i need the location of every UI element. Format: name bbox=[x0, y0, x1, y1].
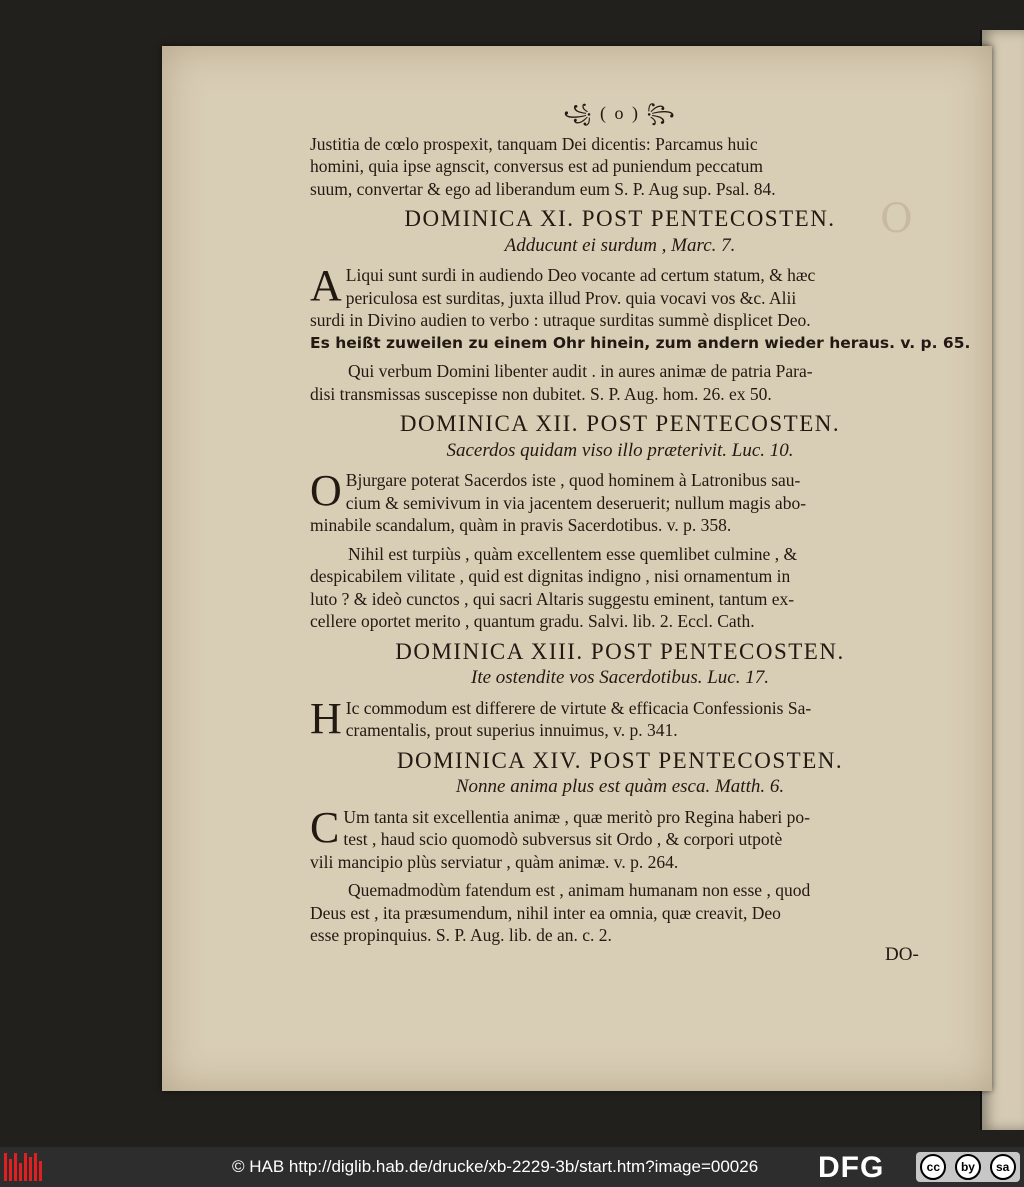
text-line: vili mancipio plùs serviatur , quàm animæ. v. p. 264. bbox=[310, 851, 679, 872]
section-heading: DOMINICA XIV. POST PENTECOSTEN. bbox=[396, 747, 844, 773]
paragraph bbox=[310, 802, 930, 874]
drop-cap: O bbox=[310, 466, 342, 515]
cc-license-badge[interactable] bbox=[916, 1152, 1020, 1182]
hab-barcode-icon bbox=[4, 1153, 44, 1181]
text-line: Liqui sunt surdi in audiendo Deo vocante ad certum statum, & hæc bbox=[345, 265, 816, 285]
section-dominica-xiii bbox=[310, 638, 930, 743]
paragraph bbox=[310, 466, 930, 537]
intro-paragraph bbox=[310, 133, 930, 201]
section-dominica-xiv bbox=[310, 747, 930, 947]
section-verse: Ite ostendite vos Sacerdotibus. Luc. 17. bbox=[471, 667, 769, 688]
section-heading: DOMINICA XIII. POST PENTECOSTEN. bbox=[395, 638, 845, 664]
text-line: Um tanta sit excellentia animæ , quæ meritò pro Regina haberi po- bbox=[343, 806, 810, 827]
text-line: test , haud scio quomodò subversus sit Ordo , & corpori utpotè bbox=[343, 829, 783, 849]
text-line: Quemadmodùm fatendum est , animam humanam non esse , quod bbox=[348, 880, 811, 900]
text-line: cramentalis, prout superius innuimus, v. p. 341. bbox=[345, 720, 678, 740]
text-line: Justitia de cœlo prospexit, tanquam Dei dicentis: Parcamus huic bbox=[310, 133, 758, 154]
dfg-logo: DFG bbox=[818, 1151, 885, 1184]
text-line: esse propinquius. S. P. Aug. lib. de an. c. 2. bbox=[310, 925, 612, 945]
sa-icon: sa bbox=[990, 1154, 1016, 1180]
copyright-link[interactable]: © HAB http://diglib.hab.de/drucke/xb-2229-3b/start.htm?image=00026 bbox=[232, 1157, 759, 1176]
page-header-ornament: ꧁ ( o ) ꧂ bbox=[563, 103, 677, 123]
section-heading: DOMINICA XII. POST PENTECOSTEN. bbox=[399, 411, 841, 436]
text-line: disi transmissas suscepisse non dubitet. S. P. Aug. hom. 26. ex 50. bbox=[310, 383, 772, 404]
text-line: surdi in Divino audien to verbo : utraque surditas summè displicet Deo. bbox=[310, 310, 811, 330]
text-line: minabile scandalum, quàm in pravis Sacerdotibus. v. p. 358. bbox=[310, 515, 732, 535]
by-icon: by bbox=[955, 1154, 981, 1180]
text-line: Deus est , ita præsumendum, nihil inter ea omnia, quæ creavit, Deo bbox=[310, 902, 781, 923]
german-fraktur-line: Es heißt zuweilen zu einem Ohr hinein, zum andern wieder heraus. v. p. 65. bbox=[310, 333, 971, 352]
paragraph bbox=[310, 261, 971, 354]
drop-cap: A bbox=[310, 261, 342, 310]
section-verse: Adducunt ei surdum , Marc. 7. bbox=[504, 234, 736, 256]
text-line: despicabilem vilitate , quid est dignitas indigno , nisi ornamentum in bbox=[310, 566, 791, 586]
text-line: cium & semivivum in via jacentem deseruerit; nullum magis abo- bbox=[345, 492, 807, 513]
text-line: cellere oportet merito , quantum gradu. Salvi. lib. 2. Eccl. Cath. bbox=[310, 611, 755, 631]
section-verse: Nonne anima plus est quàm esca. Matth. 6. bbox=[455, 776, 785, 797]
text-line: suum, convertar & ego ad liberandum eum S. P. Aug sup. Psal. 84. bbox=[310, 178, 776, 199]
cc-icon: cc bbox=[920, 1154, 946, 1180]
viewer-footer bbox=[0, 1147, 1024, 1187]
text-line: Nihil est turpiùs , quàm excellentem esse quemlibet culmine , & bbox=[348, 543, 798, 564]
catchword: DO- bbox=[885, 944, 919, 965]
paragraph bbox=[310, 693, 930, 743]
page-text bbox=[310, 102, 971, 953]
text-line: luto ? & ideò cunctos , qui sacri Altaris suggestu eminent, tantum ex- bbox=[310, 588, 795, 609]
text-line: homini, quia ipse agnscit, conversus est ad puniendum peccatum bbox=[310, 156, 763, 176]
drop-cap: C bbox=[310, 802, 340, 852]
drop-cap: H bbox=[310, 693, 342, 743]
section-dominica-xii bbox=[310, 413, 930, 633]
bleed-through-mark: O bbox=[880, 196, 913, 242]
section-dominica-xi bbox=[310, 206, 971, 405]
section-verse: Sacerdos quidam viso illo præterivit. Luc. 10. bbox=[446, 439, 794, 461]
text-line: Qui verbum Domini libenter audit . in aures animæ de patria Para- bbox=[348, 361, 813, 381]
section-heading: DOMINICA XI. POST PENTECOSTEN. bbox=[404, 206, 836, 231]
text-line: Ic commodum est differere de virtute & efficacia Confessionis Sa- bbox=[345, 697, 812, 718]
text-line: Bjurgare poterat Sacerdos iste , quod hominem à Latronibus sau- bbox=[345, 470, 801, 490]
text-line: periculosa est surditas, juxta illud Prov. quia vocavi vos &c. Alii bbox=[345, 287, 797, 308]
paragraph bbox=[310, 543, 930, 633]
paragraph bbox=[310, 879, 930, 947]
paragraph bbox=[310, 360, 930, 405]
